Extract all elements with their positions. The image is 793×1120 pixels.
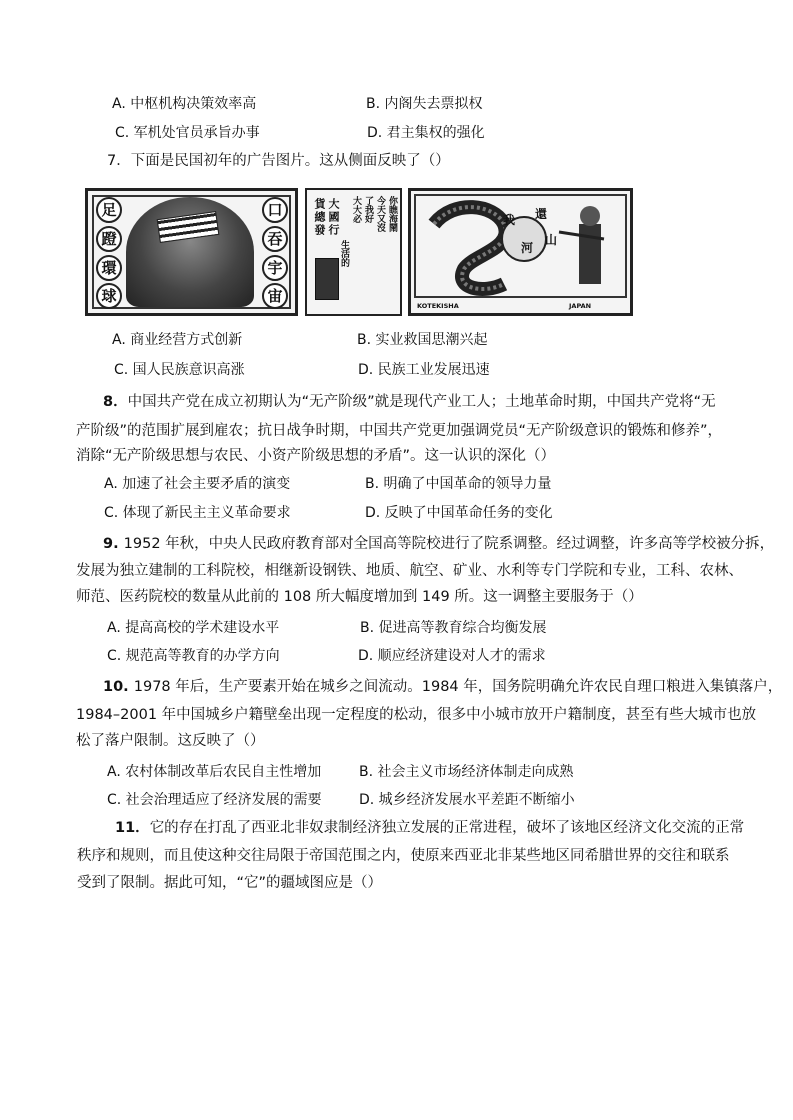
q8-line-3: 消除“无产阶级思想与农民、小资产阶级思想的矛盾”。这一认识的深化（） (76, 448, 556, 464)
ad-middle-image (305, 188, 402, 316)
q9-line-1 (103, 534, 774, 554)
q9-text-1: 1952 年秋，中央人民政府教育部对全国高等院校进行了院系调整。经过调整，许多高等学校被分拆， (123, 536, 775, 552)
q8-option-a[interactable]: A. 加速了社会主要矛盾的演变 (104, 476, 291, 492)
q10-option-b[interactable]: B. 社会主义市场经济体制走向成熟 (359, 764, 574, 780)
q6-option-c[interactable]: C. 军机处官员承旨办事 (115, 125, 260, 141)
ad-left-image (85, 188, 298, 316)
ad-left-char-4: 球 (96, 283, 122, 309)
q11-line-3: 受到了限制。据此可知，“它”的疆域图应是（） (77, 875, 383, 891)
q10-line-2: 1984–2001 年中国城乡户籍壁垒出现一定程度的松动，很多中小城市放开户籍制度，甚至有些大城市也放 (76, 707, 757, 723)
q10-line-3: 松了落户限制。这反映了（） (76, 733, 265, 749)
q10-option-c[interactable]: C. 社会治理适应了经济发展的需要 (107, 792, 322, 808)
q9-option-a[interactable]: A. 提高高校的学术建设水平 (107, 620, 280, 636)
q9-option-c[interactable]: C. 规范高等教育的办学方向 (107, 648, 280, 664)
q8-text-1: 中国共产党在成立初期认为“无产阶级”就是现代产业工人；土地革命时期，中国共产党将“无 (127, 394, 716, 410)
q11-text-1: 它的存在打乱了西亚北非奴隶制经济独立发展的正常进程，破坏了该地区经济文化交流的正常 (149, 820, 745, 836)
ad-middle-title-3: 貨 (313, 198, 326, 209)
q7-option-d[interactable]: D. 民族工业发展迅速 (358, 362, 490, 378)
q8-option-b[interactable]: B. 明确了中国革命的领导力量 (365, 476, 552, 492)
q11-line-1 (115, 818, 744, 838)
ad-left-char-3: 環 (96, 255, 122, 281)
q10-number: 10. (103, 679, 134, 695)
q10-option-d[interactable]: D. 城乡经济发展水平差距不断缩小 (359, 792, 575, 808)
ad-middle-title-5: 發 (313, 224, 326, 235)
ad-middle-poem-4: 大大必 (351, 196, 361, 223)
ad-right-char-shan: 山 (545, 233, 558, 247)
ad-middle-poem-3: 了我好 (363, 196, 373, 223)
q6-option-a[interactable]: A. 中枢机构决策效率高 (112, 96, 257, 112)
q10-option-a[interactable]: A. 农村体制改革后农民自主性增加 (107, 764, 322, 780)
product-box-icon (315, 258, 339, 300)
q8-option-c[interactable]: C. 体现了新民主主义革命要求 (104, 505, 291, 521)
q7-option-b[interactable]: B. 实业救国思潮兴起 (357, 332, 488, 348)
ad-right-char-huan: 還 (535, 207, 548, 221)
ad-right-char-4: 宙 (262, 283, 288, 309)
q9-line-2: 发展为独立建制的工科院校，相继新设钢铁、地质、航空、矿业、水利等专门学院和专业，工科、农林、 (76, 563, 743, 579)
ad-right-caption-left: KOTEKISHA (417, 302, 459, 310)
q10-text-1: 1978 年后，生产要素开始在城乡之间流动。1984 年，国务院明确允许农民自理口粮进入集镇落户， (133, 679, 783, 695)
ad-middle-poem-2: 今天又沒 (375, 196, 385, 232)
q8-number: 8． (103, 394, 128, 410)
q6-option-b[interactable]: B. 内阁失去票拟权 (366, 96, 483, 112)
q11-line-2: 秩序和规则，而且使这种交往局限于帝国范围之内，使原来西亚北非某些地区同希腊世界的交往和联系 (77, 848, 730, 864)
ad-right-char-he: 河 (521, 241, 534, 255)
q8-option-d[interactable]: D. 反映了中国革命任务的变化 (365, 505, 553, 521)
q9-line-3: 师范、医药院校的数量从此前的 108 所大幅度增加到 149 所。这一调整主要服务于（） (76, 589, 643, 605)
ad-left-char-2: 蹬 (96, 226, 122, 252)
ad-left-char-1: 足 (96, 197, 122, 223)
ad-right-char-3: 宇 (262, 255, 288, 281)
q11-number: 11． (115, 820, 150, 836)
q9-option-b[interactable]: B. 促进高等教育综合均衡发展 (360, 620, 547, 636)
ad-middle-title-6: 行 (327, 224, 340, 235)
ad-middle-poem-5: 生活的 (339, 240, 349, 267)
q7-stem: 7．下面是民国初年的广告图片。这从侧面反映了（） (107, 153, 450, 169)
ad-middle-title-1: 大 (327, 198, 340, 209)
ad-right-char-wo: 我 (503, 213, 516, 227)
ad-middle-title-2: 國 (327, 211, 340, 222)
ad-middle-poem-1: 你瞧海鬧 (387, 196, 397, 232)
ad-right-char-1: 口 (262, 197, 288, 223)
q7-option-a[interactable]: A. 商业经营方式创新 (112, 332, 243, 348)
q6-option-d[interactable]: D. 君主集权的强化 (367, 125, 485, 141)
q7-option-c[interactable]: C. 国人民族意识高涨 (114, 362, 245, 378)
ad-right-caption-right: JAPAN (569, 302, 592, 310)
q8-line-1 (103, 392, 716, 412)
q10-line-1 (103, 677, 782, 697)
q9-option-d[interactable]: D. 顺应经济建设对人才的需求 (358, 648, 546, 664)
ad-right-image (408, 188, 633, 316)
ad-right-char-2: 吞 (262, 226, 288, 252)
ad-middle-title-4: 總 (313, 211, 326, 222)
q9-number: 9. (103, 536, 124, 552)
q8-line-2: 产阶级”的范围扩展到雇农；抗日战争时期，中国共产党更加强调党员“无产阶级意识的锻炼和修养”， (76, 423, 723, 439)
